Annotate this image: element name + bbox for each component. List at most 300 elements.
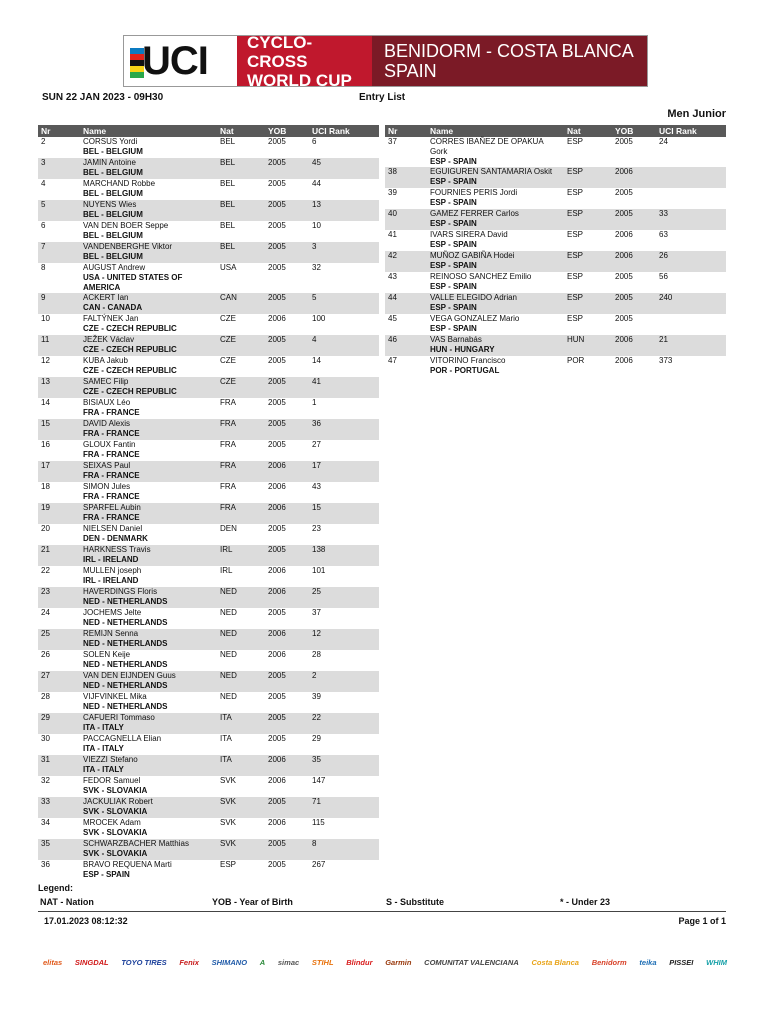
rider-nr: 40 (385, 209, 427, 230)
rider-name-cell (80, 839, 217, 860)
rider-nr: 7 (38, 242, 80, 263)
rider-row (38, 242, 379, 263)
rider-rank: 4 (309, 335, 379, 356)
rider-name: MROCEK Adam (83, 818, 141, 827)
rider-rank: 63 (659, 230, 668, 239)
rider-name: JOCHEMS Jelte (83, 608, 142, 617)
rider-name: SIMON Jules (83, 482, 131, 491)
rider-yob: 2005 (268, 179, 286, 188)
rider-name: GLOUX Fantin (83, 440, 136, 449)
rider-country: ITA - ITALY (83, 765, 124, 774)
rider-rank: 14 (312, 356, 321, 365)
rider-yob: 2005 (268, 137, 286, 146)
event-banner (123, 32, 648, 90)
rider-nat: BEL (217, 242, 265, 263)
rider-yob: 2006 (265, 629, 309, 650)
rider-nat: BEL (220, 221, 236, 230)
rider-rank (656, 188, 726, 209)
rider-country: CZE - CZECH REPUBLIC (83, 387, 177, 396)
rider-row (385, 314, 726, 335)
rider-country: BEL - BELGIUM (83, 210, 143, 219)
rider-country: FRA - FRANCE (83, 450, 140, 459)
rider-row (38, 335, 379, 356)
col-nr: Nr (385, 125, 427, 137)
entry-table-left (38, 125, 379, 881)
uci-logo-text: UCI (142, 39, 208, 83)
rider-name: IVARS SIRERA David (430, 230, 508, 239)
rider-rank: 5 (309, 293, 379, 314)
rider-country: NED - NETHERLANDS (83, 660, 168, 669)
rider-yob: 2005 (612, 209, 656, 230)
col-name: Name (80, 125, 217, 137)
rider-row (38, 734, 379, 755)
sponsor-logo: SHIMANO (211, 957, 248, 967)
rider-name-cell (427, 272, 564, 293)
sponsor-logo: TOYO TIRES (121, 957, 167, 967)
rider-yob: 2006 (615, 230, 633, 239)
rider-rank: 44 (312, 179, 321, 188)
rider-name: HARKNESS Travis (83, 545, 151, 554)
rider-nat: ESP (567, 272, 584, 281)
rider-country: BEL - BELGIUM (83, 168, 143, 177)
rider-row (38, 461, 379, 482)
rider-rank: 43 (312, 482, 321, 491)
rider-name: VAN DEN BOER Seppe (83, 221, 169, 230)
category-title: Men Junior (667, 108, 726, 120)
rider-nat: CAN (217, 293, 265, 314)
rider-rank: 56 (659, 272, 668, 281)
rider-nr: 28 (41, 692, 50, 701)
rider-nr: 21 (38, 545, 80, 566)
rider-row (38, 860, 379, 881)
rider-rank: 100 (312, 314, 326, 323)
rider-row (38, 482, 379, 503)
rider-nr: 3 (38, 158, 80, 179)
rider-country: HUN - HUNGARY (430, 345, 495, 354)
rider-yob: 2005 (265, 293, 309, 314)
rider-yob: 2006 (612, 167, 656, 188)
rider-nr: 39 (388, 188, 397, 197)
rider-yob: 2005 (268, 734, 286, 743)
sponsor-logo: teika (639, 957, 657, 967)
rider-row (38, 158, 379, 179)
legend-yob: YOB - Year of Birth (212, 897, 293, 907)
race-date: SUN 22 JAN 2023 - 09H30 (42, 92, 164, 103)
rider-rank: 37 (312, 608, 321, 617)
rider-rank: 71 (309, 797, 379, 818)
rider-nr: 17 (38, 461, 80, 482)
rider-nr: 43 (388, 272, 397, 281)
rider-yob: 2005 (615, 188, 633, 197)
rider-country: ESP - SPAIN (430, 177, 477, 186)
rider-nat: FRA (220, 440, 236, 449)
rider-name: VALLE ELEGIDO Adrian (430, 293, 518, 302)
rider-name-cell (427, 356, 564, 377)
rider-row (38, 545, 379, 566)
rider-row (38, 314, 379, 335)
rider-yob: 2006 (265, 503, 309, 524)
rider-row (38, 755, 379, 776)
rider-row (38, 797, 379, 818)
rider-rank: 10 (312, 221, 321, 230)
rider-row (385, 356, 726, 377)
rider-country: ESP - SPAIN (430, 261, 477, 270)
rider-nat: SVK (217, 839, 265, 860)
rider-name: CORRES IBAÑEZ DE OPAKUA Gork (430, 137, 544, 156)
rider-yob: 2005 (268, 608, 286, 617)
rider-row (38, 776, 379, 797)
rider-name-cell (80, 503, 217, 524)
footer-divider (38, 911, 726, 912)
rider-yob: 2006 (265, 587, 309, 608)
rider-row (385, 167, 726, 188)
rider-name: JEŽEK Václav (83, 335, 135, 344)
rider-rank: 12 (309, 629, 379, 650)
rider-country: FRA - FRANCE (83, 429, 140, 438)
rider-name: MARCHAND Robbe (83, 179, 156, 188)
uci-logo (124, 36, 237, 86)
rider-nr: 44 (385, 293, 427, 314)
rider-name: VITORINO Francisco (430, 356, 506, 365)
rider-name-cell (427, 314, 564, 335)
rider-name: ACKERT Ian (83, 293, 129, 302)
rider-nr: 13 (38, 377, 80, 398)
rider-country: CAN - CANADA (83, 303, 143, 312)
rider-yob: 2006 (268, 818, 286, 827)
rider-name: REMIJN Senna (83, 629, 139, 638)
rider-nat: ITA (217, 755, 265, 776)
col-name: Name (427, 125, 564, 137)
rider-name: FEDOR Samuel (83, 776, 141, 785)
rider-country: IRL - IRELAND (83, 555, 139, 564)
rider-row (385, 293, 726, 314)
rider-name: VEGA GONZALEZ Mario (430, 314, 520, 323)
sponsor-logo: WHIM (706, 957, 727, 967)
rider-yob: 2005 (265, 797, 309, 818)
rider-yob: 2006 (268, 482, 286, 491)
rider-row (385, 188, 726, 209)
rider-yob: 2005 (268, 356, 286, 365)
rider-nr: 20 (41, 524, 50, 533)
rider-name-cell (80, 797, 217, 818)
rider-nat: DEN (220, 524, 237, 533)
series-title (237, 32, 372, 90)
rider-yob: 2005 (615, 272, 633, 281)
rider-name: NUYENS Wies (83, 200, 137, 209)
rider-row (38, 419, 379, 440)
rider-row (38, 263, 379, 293)
rider-row (38, 221, 379, 242)
rider-yob: 2006 (268, 314, 286, 323)
rider-nat: CZE (220, 314, 236, 323)
rider-row (38, 356, 379, 377)
rider-name: MUÑOZ GABIÑA Hodei (430, 251, 515, 260)
rider-nat: ESP (567, 137, 584, 146)
rider-yob: 2005 (265, 671, 309, 692)
table-header-row (38, 125, 379, 137)
rider-name-cell (80, 200, 217, 221)
rider-country: ESP - SPAIN (430, 219, 477, 228)
rider-yob: 2006 (612, 335, 656, 356)
rider-row (38, 818, 379, 839)
rider-nr: 24 (41, 608, 50, 617)
rider-yob: 2005 (265, 713, 309, 734)
rider-nat: HUN (564, 335, 612, 356)
rider-nat: CZE (217, 377, 265, 398)
rider-name-cell (80, 356, 217, 377)
series-line-2: WORLD CUP (247, 70, 352, 90)
rider-name-cell (80, 692, 217, 713)
rider-nat: FRA (217, 461, 265, 482)
rider-row (38, 650, 379, 671)
venue-title (372, 36, 647, 86)
rider-country: BEL - BELGIUM (83, 189, 143, 198)
rider-country: SVK - SLOVAKIA (83, 849, 148, 858)
rider-name: SCHWARZBACHER Matthias (83, 839, 189, 848)
rider-rank: 27 (312, 440, 321, 449)
rider-yob: 2005 (268, 692, 286, 701)
rider-name-cell (80, 713, 217, 734)
rider-rank: 373 (659, 356, 673, 365)
venue-line-1: BENIDORM - COSTA BLANCA (384, 41, 634, 61)
rider-name-cell (427, 251, 564, 272)
rider-row (385, 272, 726, 293)
rider-nr: 33 (38, 797, 80, 818)
rider-country: SVK - SLOVAKIA (83, 786, 148, 795)
rider-name: BRAVO REQUENA Marti (83, 860, 172, 869)
rider-name-cell (427, 230, 564, 251)
rider-country: FRA - FRANCE (83, 513, 140, 522)
sponsor-logo: Blindur (346, 957, 373, 967)
rider-rank: 24 (659, 137, 668, 146)
rider-country: ITA - ITALY (83, 744, 124, 753)
list-title: Entry List (359, 92, 406, 103)
rider-name: SEIXAS Paul (83, 461, 131, 470)
rider-nr: 12 (41, 356, 50, 365)
rider-name-cell (427, 335, 564, 356)
rider-nat: IRL (217, 545, 265, 566)
rider-nr: 5 (38, 200, 80, 221)
rider-nr: 18 (41, 482, 50, 491)
rider-row (38, 398, 379, 419)
rider-nat: ESP (567, 188, 584, 197)
rider-country: DEN - DENMARK (83, 534, 148, 543)
rider-country: ITA - ITALY (83, 723, 124, 732)
rider-row (385, 137, 726, 167)
rider-yob: 2006 (615, 356, 633, 365)
rider-rank: 267 (312, 860, 326, 869)
rider-name: GAMEZ FERRER Carlos (430, 209, 519, 218)
sponsor-logo: Fenix (179, 957, 199, 967)
sponsor-logo: STIHL (311, 957, 334, 967)
rider-yob: 2006 (265, 755, 309, 776)
rider-rank: 147 (312, 776, 326, 785)
rider-nr: 16 (41, 440, 50, 449)
rider-country: CZE - CZECH REPUBLIC (83, 366, 177, 375)
rider-country: SVK - SLOVAKIA (83, 807, 148, 816)
page-number: Page 1 of 1 (678, 916, 726, 926)
col-yob: YOB (265, 125, 309, 137)
table-header-row (385, 125, 726, 137)
rider-name-cell (80, 419, 217, 440)
rider-rank: 41 (309, 377, 379, 398)
rider-name-cell (80, 461, 217, 482)
sponsor-logo: COMUNITAT VALENCIANA (424, 957, 519, 967)
rider-rank: 1 (312, 398, 317, 407)
rider-name-cell (80, 158, 217, 179)
rider-country: SVK - SLOVAKIA (83, 828, 148, 837)
legend-nat: NAT - Nation (40, 897, 94, 907)
rider-nat: BEL (217, 200, 265, 221)
rider-nat: ITA (217, 713, 265, 734)
rider-name-cell (80, 524, 217, 545)
rider-nr: 31 (38, 755, 80, 776)
series-line-1: CYCLO-CROSS (247, 32, 313, 71)
rider-name: AUGUST Andrew (83, 263, 146, 272)
rider-yob: 2005 (268, 221, 286, 230)
rider-nat: NED (217, 671, 265, 692)
rider-rank: 33 (656, 209, 726, 230)
rider-country: FRA - FRANCE (83, 471, 140, 480)
rider-yob: 2005 (265, 158, 309, 179)
rider-name-cell (80, 179, 217, 200)
rider-yob: 2005 (265, 200, 309, 221)
rider-nr: 23 (38, 587, 80, 608)
rider-name-cell (80, 440, 217, 461)
rider-name-cell (427, 209, 564, 230)
col-yob: YOB (612, 125, 656, 137)
rider-rank: 6 (312, 137, 317, 146)
rider-nat: NED (220, 692, 237, 701)
rider-name-cell (80, 587, 217, 608)
rider-name: VAS Barnabás (430, 335, 482, 344)
rider-rank: 39 (312, 692, 321, 701)
print-timestamp: 17.01.2023 08:12:32 (44, 916, 128, 926)
rider-country: FRA - FRANCE (83, 408, 140, 417)
sponsor-logo: elitas (43, 957, 63, 967)
rider-nat: FRA (220, 482, 236, 491)
sponsor-logo: SINGDAL (74, 957, 109, 967)
rider-row (38, 377, 379, 398)
rider-nat: BEL (220, 179, 236, 188)
rider-name: SOLEN Keije (83, 650, 131, 659)
rider-rank (656, 314, 726, 335)
rider-nr: 42 (385, 251, 427, 272)
rider-nat: CZE (217, 335, 265, 356)
rider-nr: 26 (41, 650, 50, 659)
rider-name-cell (80, 335, 217, 356)
rider-row (38, 440, 379, 461)
rider-name-cell (80, 221, 217, 242)
rider-name-cell (80, 671, 217, 692)
rider-country: FRA - FRANCE (83, 492, 140, 501)
rider-row (385, 251, 726, 272)
rider-rank: 23 (312, 524, 321, 533)
rider-nat: ESP (567, 314, 584, 323)
rider-country: USA - UNITED STATES OF AMERICA (83, 273, 183, 292)
rider-rank: 36 (309, 419, 379, 440)
rider-yob: 2005 (265, 419, 309, 440)
rider-row (38, 179, 379, 200)
rider-nat: ESP (564, 167, 612, 188)
rider-nr: 41 (388, 230, 397, 239)
rider-row (38, 566, 379, 587)
rider-yob: 2005 (268, 524, 286, 533)
rider-name: KUBA Jakub (83, 356, 128, 365)
rider-name: EGUIGUREN SANTAMARIA Oskit (430, 167, 553, 176)
rider-row (385, 209, 726, 230)
rider-name-cell (80, 860, 217, 881)
rider-rank: 35 (309, 755, 379, 776)
rider-row (38, 629, 379, 650)
legend-under23: * - Under 23 (560, 897, 611, 907)
rider-country: ESP - SPAIN (430, 157, 477, 166)
rider-country: ESP - SPAIN (430, 240, 477, 249)
rider-name: SAMEC Filip (83, 377, 129, 386)
rider-row (38, 137, 379, 158)
rider-rank: 101 (312, 566, 326, 575)
rider-rank: 8 (309, 839, 379, 860)
rider-nr: 36 (41, 860, 50, 869)
rider-yob: 2005 (612, 293, 656, 314)
rider-name-cell (80, 650, 217, 671)
rider-name-cell (80, 482, 217, 503)
rider-nat: POR (567, 356, 585, 365)
rider-rank: 115 (312, 818, 325, 827)
sponsor-logo: PISSEI (669, 957, 694, 967)
rider-nr: 14 (41, 398, 50, 407)
rider-name: FALTÝNEK Jan (83, 314, 139, 323)
rider-row (38, 503, 379, 524)
rider-row (38, 671, 379, 692)
rider-rank: 17 (309, 461, 379, 482)
rider-nat: SVK (217, 797, 265, 818)
rider-nr: 30 (41, 734, 50, 743)
rider-nat: BEL (217, 158, 265, 179)
rider-name-cell (80, 776, 217, 797)
rider-nr: 35 (38, 839, 80, 860)
rider-name: FOURNIES PERIS Jordi (430, 188, 518, 197)
rider-country: ESP - SPAIN (83, 870, 130, 879)
rider-country: NED - NETHERLANDS (83, 702, 168, 711)
rider-name: REINOSO SANCHEZ Emilio (430, 272, 532, 281)
rider-nat: ESP (567, 230, 584, 239)
rider-nr: 29 (38, 713, 80, 734)
rider-yob: 2006 (612, 251, 656, 272)
rider-rank: 240 (656, 293, 726, 314)
rider-name-cell (427, 293, 564, 314)
rider-name-cell (80, 398, 217, 419)
rider-nat: ESP (564, 251, 612, 272)
rider-name: VANDENBERGHE Viktor (83, 242, 173, 251)
rider-name-cell (80, 314, 217, 335)
rider-yob: 2006 (268, 650, 286, 659)
rider-name: VIEZZI Stefano (83, 755, 138, 764)
rider-rank: 45 (309, 158, 379, 179)
rider-row (385, 335, 726, 356)
rider-nat: SVK (220, 818, 237, 827)
col-nr: Nr (38, 125, 80, 137)
rider-nat: SVK (220, 776, 237, 785)
rider-nr: 2 (41, 137, 46, 146)
rider-nr: 4 (41, 179, 46, 188)
rider-yob: 2005 (265, 545, 309, 566)
rider-yob: 2006 (265, 461, 309, 482)
rider-rank: 25 (309, 587, 379, 608)
rider-nr: 15 (38, 419, 80, 440)
rider-nat: FRA (217, 503, 265, 524)
rider-rank: 13 (309, 200, 379, 221)
